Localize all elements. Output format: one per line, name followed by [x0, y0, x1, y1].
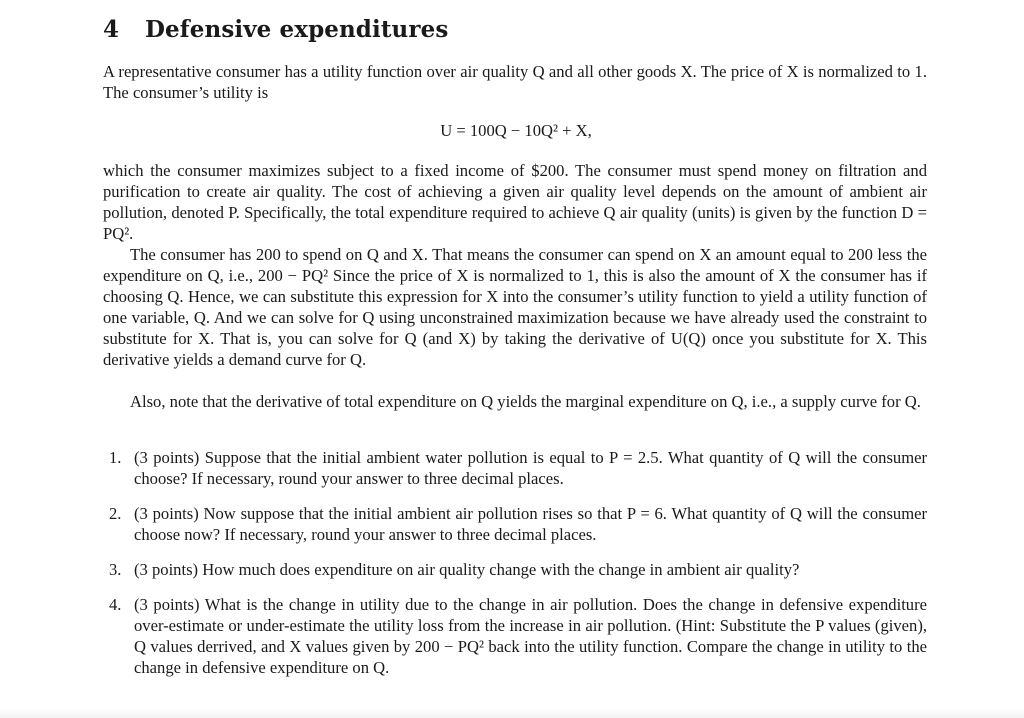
question-number: 4. [109, 595, 122, 614]
section-number: 4 [103, 16, 120, 43]
question-text: (3 points) Suppose that the initial ambient water pollution is equal to P = 2.5. What quantity of Q will the consumer choose? If necessary, round your answer to three decimal places. [134, 448, 927, 488]
question-item [103, 594, 927, 678]
question-number: 3. [109, 560, 122, 579]
question-item [103, 503, 927, 545]
utility-equation [0, 121, 1024, 141]
paragraph-marginal-expenditure: Also, note that the derivative of total expenditure on Q yields the marginal expenditure on Q, i.e., a supply curve for Q. [130, 392, 921, 411]
question-item [103, 447, 927, 489]
question-number: 1. [109, 448, 122, 467]
question-text: (3 points) How much does expenditure on air quality change with the change in ambient air quality? [134, 560, 800, 579]
question-item [103, 559, 927, 580]
section-heading [103, 16, 448, 43]
question-text: (3 points) What is the change in utility due to the change in air pollution. Does the change in defensive expenditure over-estimate or under-estimate the utility loss from the increase in air pollution. (Hint: Substitute the P values (given), Q values derrived, and X values given by 200 − PQ² back into the utility function. Compare the change in utility to the change in defensive expenditure on Q. [134, 595, 927, 677]
section-title: Defensive expenditures [145, 16, 449, 43]
page-bottom-edge [0, 708, 1024, 718]
question-number: 2. [109, 504, 122, 523]
paragraph-substitution: The consumer has 200 to spend on Q and X. That means the consumer can spend on X an amount equal to 200 less the expenditure on Q, i.e., 200 − PQ² Since the price of X is normalized to 1, this is also the amount of X the consumer has if choosing Q. Hence, we can substitute this expression for X into the consumer’s utility function to yield a utility function of one variable, Q. And we can solve for Q using unconstrained maximization because we have already used the constraint to substitute for X. That is, you can solve for Q (and X) by taking the derivative of U(Q) once you substitute for X. This derivative yields a demand curve for Q. [103, 245, 927, 369]
question-text: (3 points) Now suppose that the initial ambient air pollution rises so that P = 6. What quantity of Q will the consumer choose now? If necessary, round your answer to three decimal places. [134, 504, 927, 544]
intro-paragraph: A representative consumer has a utility function over air quality Q and all other goods X. The price of X is normalized to 1. The consumer’s utility is [103, 62, 927, 102]
utility-equation-text: U = 100Q − 10Q² + X, [440, 121, 592, 140]
paragraph-income-constraint: which the consumer maximizes subject to a fixed income of $200. The consumer must spend money on filtration and purification to create air quality. The cost of achieving a given air quality level depends on the amount of ambient air pollution, denoted P. Specifically, the total expenditure required to achieve Q air quality (units) is given by the function D = PQ². [103, 161, 927, 243]
